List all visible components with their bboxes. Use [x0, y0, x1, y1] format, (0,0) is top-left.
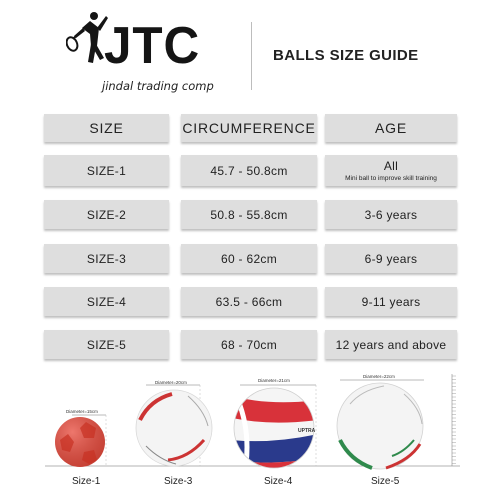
- diameter-label: Diameter=15cm: [66, 409, 98, 414]
- table-cell-circumference: 50.8 - 55.8cm: [181, 200, 317, 229]
- header-divider: [251, 22, 252, 90]
- ball-size-label: Size-3: [164, 476, 193, 487]
- table-cell-age: 3-6 years: [325, 200, 457, 229]
- page-title: BALLS SIZE GUIDE: [273, 47, 419, 64]
- ball-size-diagram: [0, 360, 500, 500]
- table-cell-size: SIZE-4: [44, 287, 169, 316]
- brand-logo-text: JTC: [104, 17, 201, 75]
- white-green-football-icon: [337, 380, 424, 469]
- table-cell-size: SIZE-5: [44, 330, 169, 359]
- red-football-icon: [55, 415, 106, 467]
- age-note: Mini ball to improve skill training: [345, 175, 437, 182]
- column-header-circumference: CIRCUMFERENCE: [181, 114, 317, 142]
- ball-size-label: Size-4: [264, 476, 293, 487]
- age-value: All: [383, 159, 399, 173]
- table-cell-age: 6-9 years: [325, 244, 457, 273]
- column-header-age: AGE: [325, 114, 457, 142]
- ruler-scale: [452, 374, 456, 466]
- table-cell-size: SIZE-3: [44, 244, 169, 273]
- table-cell-age: 12 years and above: [325, 330, 457, 359]
- table-cell-age: 9-11 years: [325, 287, 457, 316]
- table-cell-size: SIZE-2: [44, 200, 169, 229]
- diameter-label: Diameter=22cm: [363, 374, 395, 379]
- column-header-size: SIZE: [44, 114, 169, 142]
- brand-tagline: jindal trading comp: [102, 79, 214, 93]
- table-cell-circumference: 68 - 70cm: [181, 330, 317, 359]
- table-cell-size: SIZE-1: [44, 155, 169, 186]
- table-cell-circumference: 60 - 62cm: [181, 244, 317, 273]
- diameter-label: Diameter=21cm: [258, 378, 290, 383]
- white-red-football-icon: [136, 385, 212, 466]
- ball-brand-text: UPTRA: [298, 428, 316, 434]
- table-cell-circumference: 63.5 - 66cm: [181, 287, 317, 316]
- ball-size-label: Size-1: [72, 476, 101, 487]
- ball-size-label: Size-5: [371, 476, 400, 487]
- table-cell-circumference: 45.7 - 50.8cm: [181, 155, 317, 186]
- table-cell-age: [325, 155, 457, 186]
- diameter-label: Diameter=20cm: [155, 380, 187, 385]
